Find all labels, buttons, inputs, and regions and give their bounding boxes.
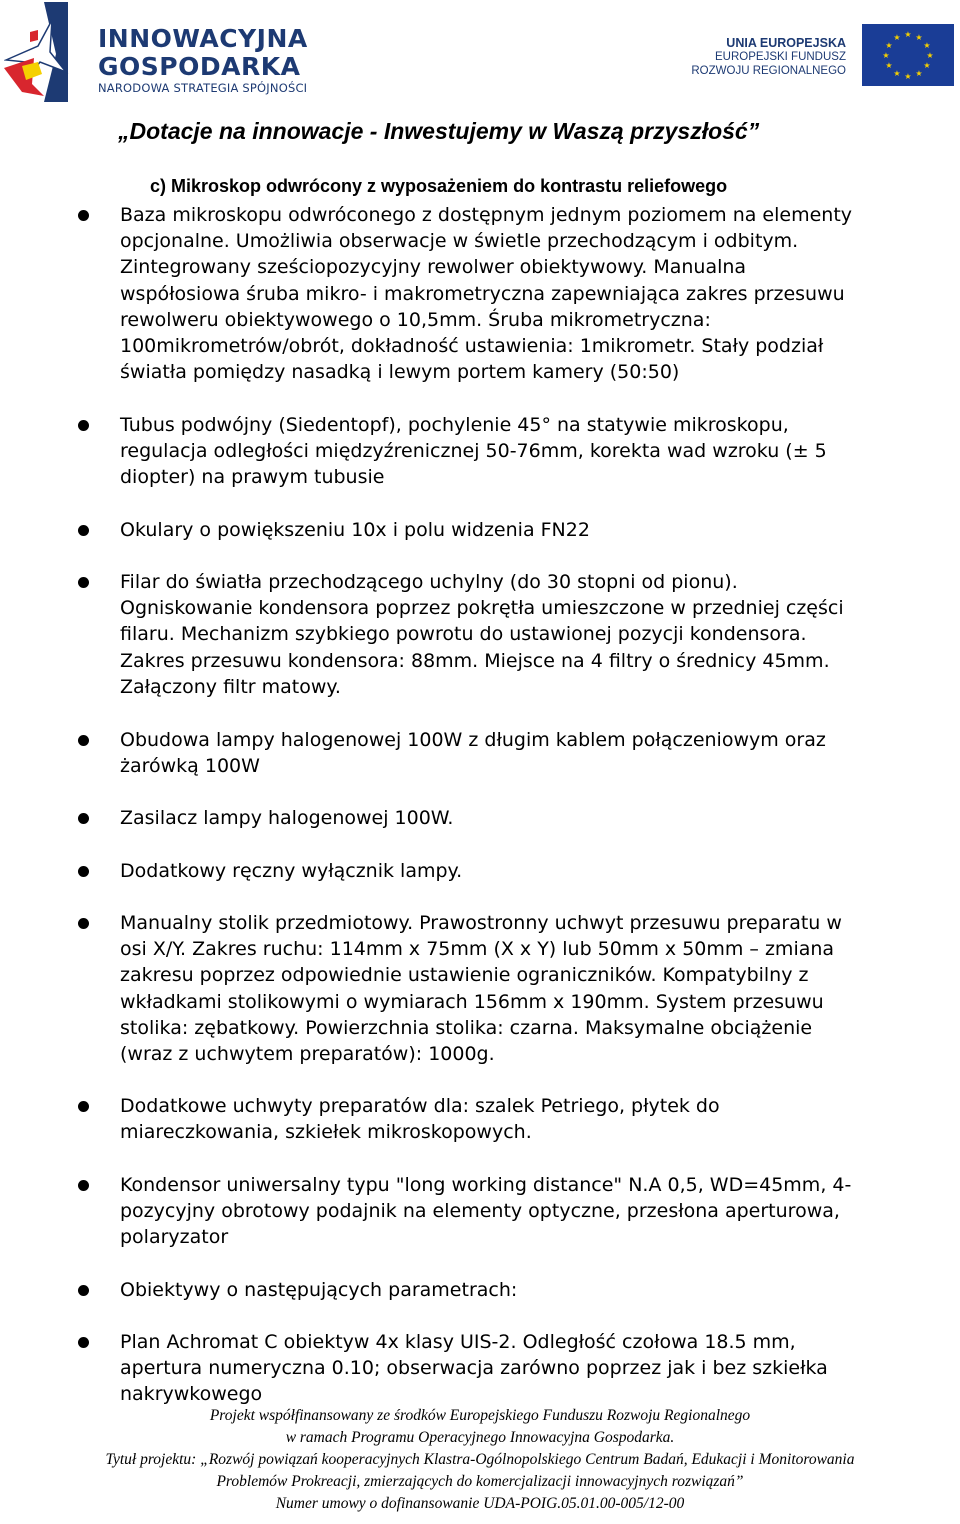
list-item-text: Filar do światła przechodzącego uchylny (do 30 stopni od pionu). Ogniskowanie kondensora poprzez pokrętła umieszczone w przedniej części filaru. Mechanizm szybkiego powrotu do ustawionej pozycji kondensora. Zakres przesuwu kondensora: 88mm. Miejsce na 4 filtry o średnicy 45mm. Załączony filtr matowy.	[120, 571, 844, 698]
svg-text:★: ★	[904, 72, 912, 81]
list-item-text: Obiektywy o następujących parametrach:	[120, 1279, 518, 1301]
eu-logo-text	[691, 36, 846, 78]
footer-line5: Numer umowy o dofinansowanie UDA-POIG.05.01.00-005/12-00	[275, 1495, 685, 1512]
page-header	[0, 0, 960, 105]
bullet-icon	[78, 1180, 89, 1191]
svg-text:★: ★	[926, 51, 934, 60]
list-item-text: Obudowa lampy halogenowej 100W z długim kablem połączeniowym oraz żarówką 100W	[120, 729, 826, 778]
bullet-icon	[78, 813, 89, 824]
bullet-icon	[78, 210, 89, 221]
ig-emblem-icon	[4, 2, 94, 102]
footer-line3: Tytuł projektu: „Rozwój powiązań kooperacyjnych Klastra-Ogólnopolskiego Centrum Badań, Edukacji i Monitorowania	[105, 1451, 855, 1468]
svg-text:★: ★	[882, 51, 890, 60]
svg-text:★: ★	[904, 30, 912, 39]
list-item-text: Dodatkowy ręczny wyłącznik lampy.	[120, 860, 463, 882]
eu-logo-line1: UNIA EUROPEJSKA	[726, 36, 846, 50]
bullet-icon	[78, 918, 89, 929]
ig-logo-line3: NARODOWA STRATEGIA SPÓJNOŚCI	[98, 81, 308, 95]
bullet-icon	[78, 1285, 89, 1296]
footer-line1: Projekt współfinansowany ze środków Europejskiego Funduszu Rozwoju Regionalnego	[209, 1407, 751, 1424]
eu-logo-line3: ROZWOJU REGIONALNEGO	[691, 65, 846, 77]
list-item-text: Dodatkowe uchwyty preparatów dla: szalek Petriego, płytek do miareczkowania, szkiełek mikroskopowych.	[120, 1095, 720, 1144]
footer-line4: Problemów Prokreacji, zmierzających do komercjalizacji innowacyjnych rozwiązań”	[216, 1473, 744, 1490]
eu-flag-icon	[862, 24, 954, 86]
svg-text:★: ★	[915, 69, 923, 78]
list-item-text: Plan Achromat C obiektyw 4x klasy UIS-2. Odległość czołowa 18.5 mm, apertura numeryczna 0.10; obserwacja zarówno poprzez jak i bez szkiełka nakrywkowego	[120, 1331, 828, 1406]
list-item-text: Tubus podwójny (Siedentopf), pochylenie 45° na statywie mikroskopu, regulacja odległości międzyźrenicznej 50-76mm, korekta wad wzroku (± 5 diopter) na prawym tubusie	[120, 414, 827, 489]
eu-logo	[684, 24, 954, 84]
list-item-text: Manualny stolik przedmiotowy. Prawostronny uchwyt przesuwu preparatu w osi X/Y. Zakres ruchu: 114mm x 75mm (X x Y) lub 50mm x 50mm – zmiana zakresu poprzez odpowiednie ustawienie ograniczników. Kompatybilny z wkładkami stolikowymi o wymiarach 156mm x 190mm. System przesuwu stolika: zębatkowy. Powierzchnia stolika: czarna. Maksymalne obciążenie (wraz z uchwytem preparatów): 1000g.	[120, 912, 842, 1066]
section-heading: c) Mikroskop odwrócony z wyposażeniem do kontrastu reliefowego	[150, 176, 728, 196]
ig-logo-line2: GOSPODARKA	[98, 52, 301, 81]
bullet-icon	[78, 735, 89, 746]
eu-logo-line2: EUROPEJSKI FUNDUSZ	[715, 51, 846, 63]
list-item-text: Kondensor uniwersalny typu "long working distance" N.A 0,5, WD=45mm, 4- pozycyjny obrotowy podajnik na elementy optyczne, przesłona aperturowa, polaryzator	[120, 1174, 852, 1249]
list-item-text: Zasilacz lampy halogenowej 100W.	[120, 807, 454, 829]
document-title: „Dotacje na innowacje - Inwestujemy w Waszą przyszłość”	[118, 118, 760, 144]
bullet-icon	[78, 525, 89, 536]
list-item-text: Okulary o powiększeniu 10x i polu widzenia FN22	[120, 519, 590, 541]
bullet-icon	[78, 1337, 89, 1348]
svg-text:★: ★	[885, 41, 893, 50]
svg-text:★: ★	[923, 41, 931, 50]
innowacyjna-gospodarka-logo	[4, 2, 324, 102]
bullet-icon	[78, 1101, 89, 1112]
bullet-icon	[78, 420, 89, 431]
svg-text:★: ★	[885, 61, 893, 70]
footer-line2: w ramach Programu Operacyjnego Innowacyjna Gospodarka.	[285, 1429, 675, 1446]
bullet-icon	[78, 866, 89, 877]
page-footer	[0, 1405, 960, 1515]
ig-logo-line1: INNOWACYJNA	[98, 24, 308, 53]
bullet-icon	[78, 577, 89, 588]
list-item-text: Baza mikroskopu odwróconego z dostępnym jednym poziomem na elementy opcjonalne. Umożliwia obserwacje w świetle przechodzącym i odbitym. Zintegrowany sześciopozycyjny rewolwer obiektywowy. Manualna współosiowa śruba mikro- i makrometryczna zapewniająca zakres przesuwu rewolweru obiektywowego o 10,5mm. Śruba mikrometryczna: 100mikrometrów/obrót, dokładność ustawienia: 1mikrometr. Stały podział światła pomiędzy nasadką i lewym portem kamery (50:50)	[120, 204, 853, 384]
svg-text:★: ★	[893, 69, 901, 78]
svg-text:★: ★	[915, 33, 923, 42]
svg-text:★: ★	[893, 33, 901, 42]
svg-text:★: ★	[923, 61, 931, 70]
